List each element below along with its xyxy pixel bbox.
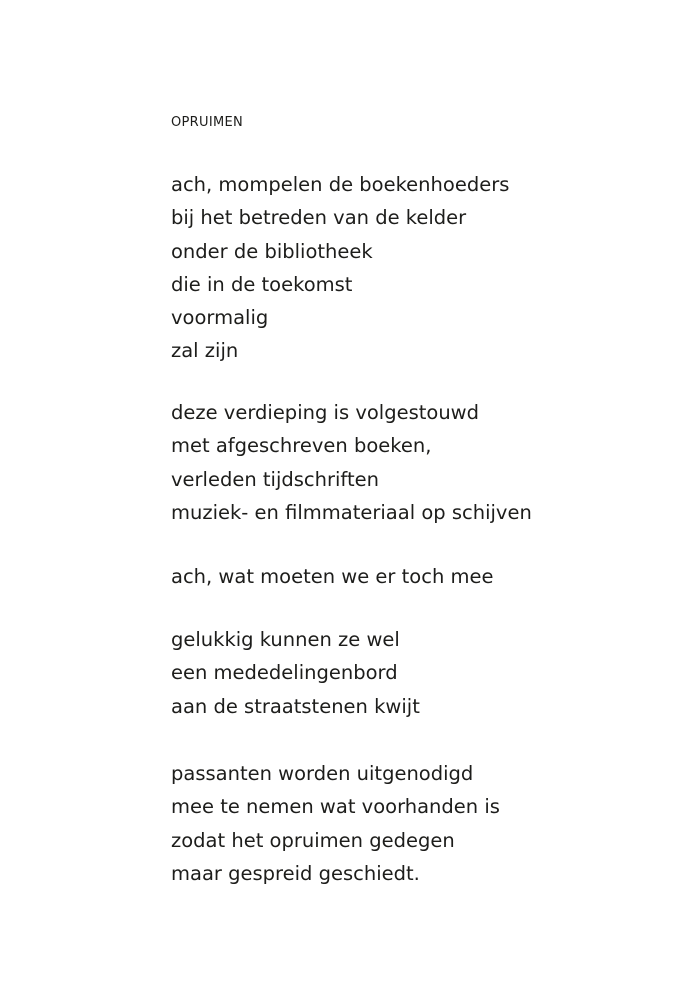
poem-line: onder de bibliotheek — [171, 239, 373, 263]
poem-line: zal zijn — [171, 339, 239, 363]
poem-line: muziek- en filmmateriaal op schijven — [171, 500, 532, 524]
poem-line: mee te nemen wat voorhanden is — [171, 795, 500, 819]
poem-line: voormalig — [171, 306, 269, 330]
poem-title: OPRUIMEN — [171, 115, 244, 130]
poem-line: met afgeschreven boeken, — [171, 434, 432, 458]
stanza-3 — [171, 560, 494, 593]
poem-line: ach, wat moeten we er toch mee — [171, 565, 494, 588]
stanza-5 — [171, 757, 500, 890]
poem-line: een mededelingenbord — [171, 661, 398, 685]
poem-line: deze verdieping is volgestouwd — [171, 401, 480, 424]
poem-line: ach, mompelen de boekenhoeders — [171, 173, 510, 196]
poem-line: gelukkig kunnen ze wel — [171, 628, 400, 651]
poem-line: bij het betreden van de kelder — [171, 206, 467, 230]
stanza-2 — [171, 396, 532, 529]
poem-line: verleden tijdschriften — [171, 467, 379, 491]
poem-line: die in de toekomst — [171, 272, 353, 296]
poem-line: passanten worden uitgenodigd — [171, 762, 474, 785]
poem-line: aan de straatstenen kwijt — [171, 694, 420, 718]
poem-line: zodat het opruimen gedegen — [171, 828, 455, 852]
stanza-4 — [171, 623, 420, 723]
stanza-1 — [171, 168, 509, 368]
poem-line: maar gespreid geschiedt. — [171, 861, 420, 885]
